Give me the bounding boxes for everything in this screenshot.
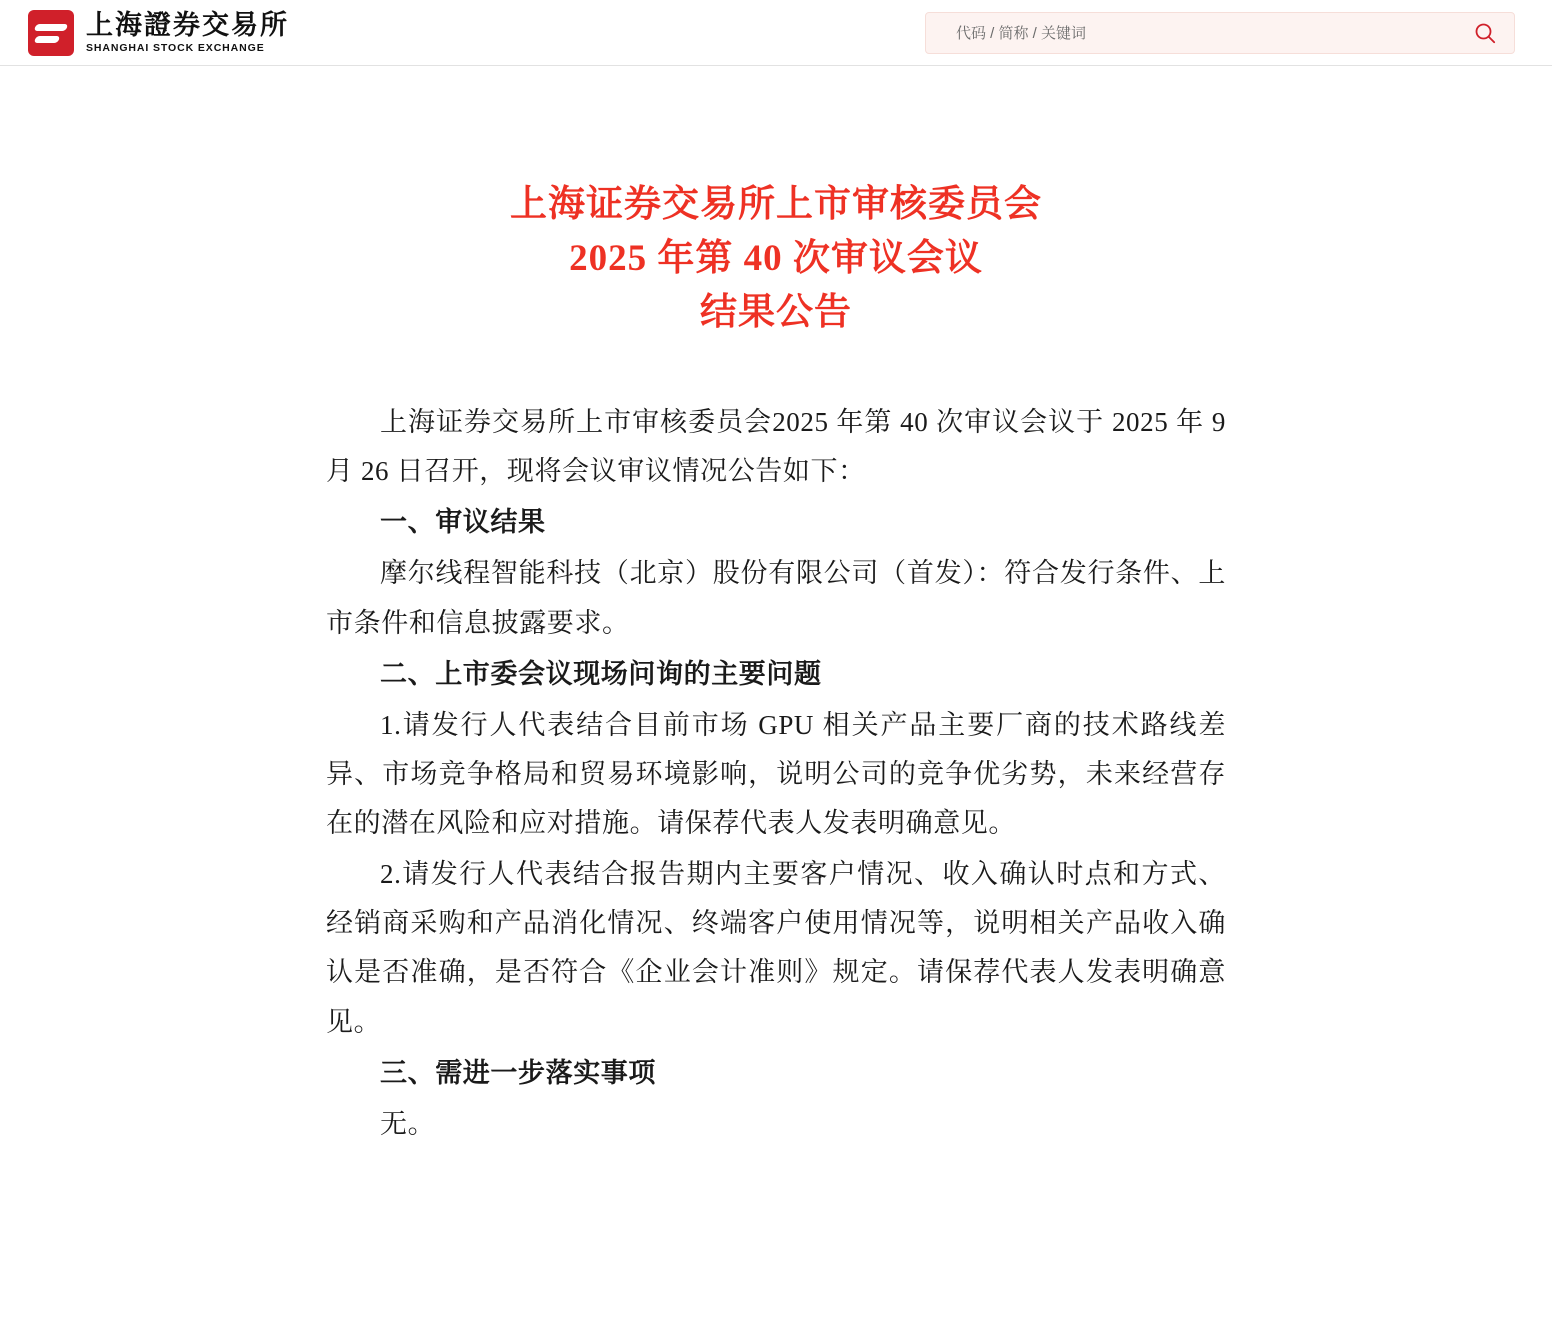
logo-name-cn: 上海證券交易所 — [86, 10, 289, 41]
title-line-1: 上海证券交易所上市审核委员会 — [510, 184, 1042, 225]
paragraph-result: 摩尔线程智能科技（北京）股份有限公司（首发）：符合发行条件、上市条件和信息披露要求。 — [326, 558, 1226, 638]
search-input[interactable] — [926, 13, 1456, 53]
search-button[interactable] — [1456, 13, 1514, 53]
paragraph-followup: 无。 — [380, 1108, 436, 1139]
title-line-3: 结果公告 — [700, 292, 852, 334]
section-heading-2: 二、上市委会议现场问询的主要问题 — [380, 658, 822, 689]
sse-logo-link[interactable] — [0, 10, 289, 56]
paragraph-question-1: 1.请发行人代表结合目前市场 GPU 相关产品主要厂商的技术路线差异、市场竞争格局和贸易环境影响，说明公司的竞争优劣势，未来经营存在的潜在风险和应对措施。请保荐代表人发表明确意见。 — [326, 709, 1226, 839]
section-heading-3: 三、需进一步落实事项 — [380, 1057, 656, 1088]
paragraph-intro: 上海证券交易所上市审核委员会2025 年第 40 次审议会议于 2025 年 9 月 26 日召开，现将会议审议情况公告如下： — [326, 407, 1226, 487]
section-heading-1: 一、审议结果 — [380, 507, 546, 538]
title-line-2: 2025 年第 40 次审议会议 — [569, 238, 983, 280]
paragraph-question-2: 2.请发行人代表结合报告期内主要客户情况、收入确认时点和方式、经销商采购和产品消化情况、终端客户使用情况等，说明相关产品收入确认是否准确，是否符合《企业会计准则》规定。请保荐代表人发表明确意见。 — [326, 859, 1226, 1037]
sse-logo-icon — [28, 10, 74, 56]
page-title — [326, 178, 1226, 340]
document-body — [326, 66, 1226, 1191]
site-header — [0, 0, 1552, 66]
search-icon — [1474, 22, 1496, 44]
logo-name-en: SHANGHAI STOCK EXCHANGE — [86, 41, 265, 54]
search-bar[interactable] — [925, 12, 1515, 54]
logo-text — [86, 11, 289, 53]
